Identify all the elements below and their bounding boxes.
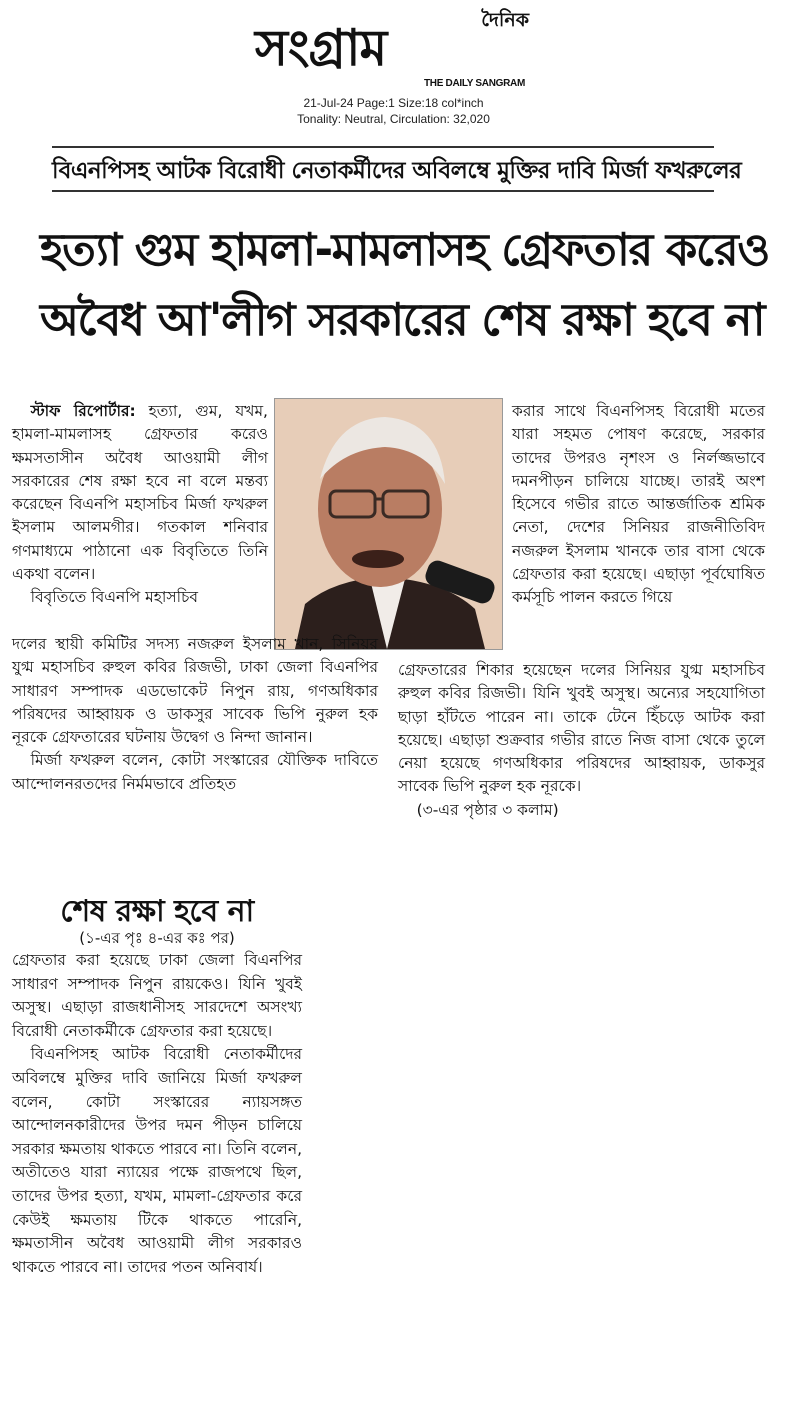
jump-column [12,949,302,1279]
article-paragraph: গ্রেফতারের শিকার হয়েছেন দলের সিনিয়র যুগ্ম মহাসচিব রুহুল কবির রিজভী। যিনি খুবই অসুস্থ। অন্যের সহযোগিতা ছাড়া হাঁটতে পারেন না। তাকে টেনে হিঁচড়ে আটক করা হয়েছে। এছাড়া শুক্রবার গভীর রাতে নিজ বাসা থেকে তুলে নেয়া হয়েছে গণঅধিকার পরিষদের আহ্বায়ক, ডাকসুর সাবেক ভিপি নুরুল হক নূরকে। [398,661,765,796]
clip-meta-line2: Tonality: Neutral, Circulation: 32,020 [297,112,490,126]
article-column-a [12,400,268,610]
continued-note: (৩-এর পৃষ্ঠার ৩ কলাম) [416,800,559,819]
article-paragraph: মির্জা ফখরুল বলেন, কোটা সংস্কারের যৌক্তিক দাবিতে আন্দোলনরতদের নির্মমভাবে প্রতিহত [12,751,378,793]
jump-headline: শেষ রক্ষা হবে না [60,894,254,929]
article-column-d [398,659,765,822]
top-rule [52,146,714,148]
masthead [255,6,535,90]
jump-reference: (১-এর পৃঃ ৪-এর কঃ পর) [79,929,235,947]
article-paragraph: বিবৃতিতে বিএনপি মহাসচিব [30,588,199,607]
portrait-image [275,399,502,649]
masthead-small: দৈনিক [481,9,529,31]
speaker-photo [274,398,503,650]
jump-paragraph: গ্রেফতার করা হয়েছে ঢাকা জেলা বিএনপির সাধারণ সম্পাদক নিপুন রায়কেও। যিনি খুবই অসুস্থ। এছাড়া রাজধানীসহ সারদেশে অসংখ্য বিরোধী নেতাকর্মীকে গ্রেফতার করা হয়েছে। [12,951,302,1040]
article-column-c [12,633,378,796]
byline: স্টাফ রিপোর্টার: [30,402,136,420]
jump-paragraph: বিএনপিসহ আটক বিরোধী নেতাকর্মীদের অবিলম্বে মুক্তির দাবি জানিয়ে মির্জা ফখরুল বলেন, কোটা সংস্কারের ন্যায়সঙ্গত আন্দোলনকারীদের উপর দমন পীড়ন চালিয়ে সরকার ক্ষমতায় থাকতে পারবে না। তিনি বলেন, অতীতেও যারা ন্যায়ের পক্ষে রাজপথে ছিল, তাদের উপর হত্যা, যখম, মামলা-গ্রেফতার করে কেউই ক্ষমতায় টিকে থাকতে পারেনি, ক্ষমতাসীন অবৈধ আওয়ামী লীগ সরকারও থাকতে পারবে না। তাদের পতন অনিবার্য। [12,1045,302,1276]
headline-line2: অবৈধ আ'লীগ সরকারের শেষ রক্ষা হবে না [40,293,765,346]
masthead-english: THE DAILY SANGRAM [423,78,525,89]
article-column-b [512,400,765,610]
headline-line1: হত্যা গুম হামলা-মামলাসহ গ্রেফতার করেও [40,223,769,276]
article-paragraph: হত্যা, গুম, যখম, হামলা-মামলাসহ গ্রেফতার করেও ক্ষমসতাসীন অবৈধ আওয়ামী লীগ সরকারের শেষ রক্ষা হবে না বলে মন্তব্য করেছেন বিএনপি মহাসচিব মির্জা ফখরুল ইসলাম আলমগীর। গতকাল শনিবার গণমাধ্যমে পাঠানো এক বিবৃতিতে তিনি একথা বলেন। [12,402,268,584]
clip-meta-line1: 21-Jul-24 Page:1 Size:18 col*inch [303,96,484,110]
masthead-logo-text: সংগ্রাম [255,19,387,77]
article-paragraph: দলের স্থায়ী কমিটির সদস্য নজরুল ইসলাম খান, সিনিয়র যুগ্ম মহাসচিব রুহুল কবির রিজভী, ঢাকা জেলা বিএনপির সাধারণ সম্পাদক এডভোকেট নিপুন রায়, গণঅধিকার পরিষদের আহ্বায়ক ও ডাকসুর সাবেক ভিপি নুরুল হক নূরকে গ্রেফতারের ঘটনায় উদ্বেগ ও নিন্দা জানান। [12,635,378,747]
article-kicker: বিএনপিসহ আটক বিরোধী নেতাকর্মীদের অবিলম্বে মুক্তির দাবি মির্জা ফখরুলের [52,158,742,184]
kicker-rule [52,190,714,192]
article-paragraph: করার সাথে বিএনপিসহ বিরোধী মতের যারা সহমত পোষণ করেছে, সরকার তাদের উপরও নৃশংস ও নির্লজ্জভাবে দমনপীড়ন চালিয়ে যাচ্ছে। তারই অংশ হিসেবে গভীর রাতে আন্তর্জাতিক শ্রমিক নেতা, দেশের সিনিয়র রাজনীতিবিদ নজরুল ইসলাম খানকে তার বাসা থেকে গ্রেফতার করা হয়েছে। এছাড়া পূর্বঘোষিত কর্মসূচি পালন করতে গিয়ে [512,402,765,607]
